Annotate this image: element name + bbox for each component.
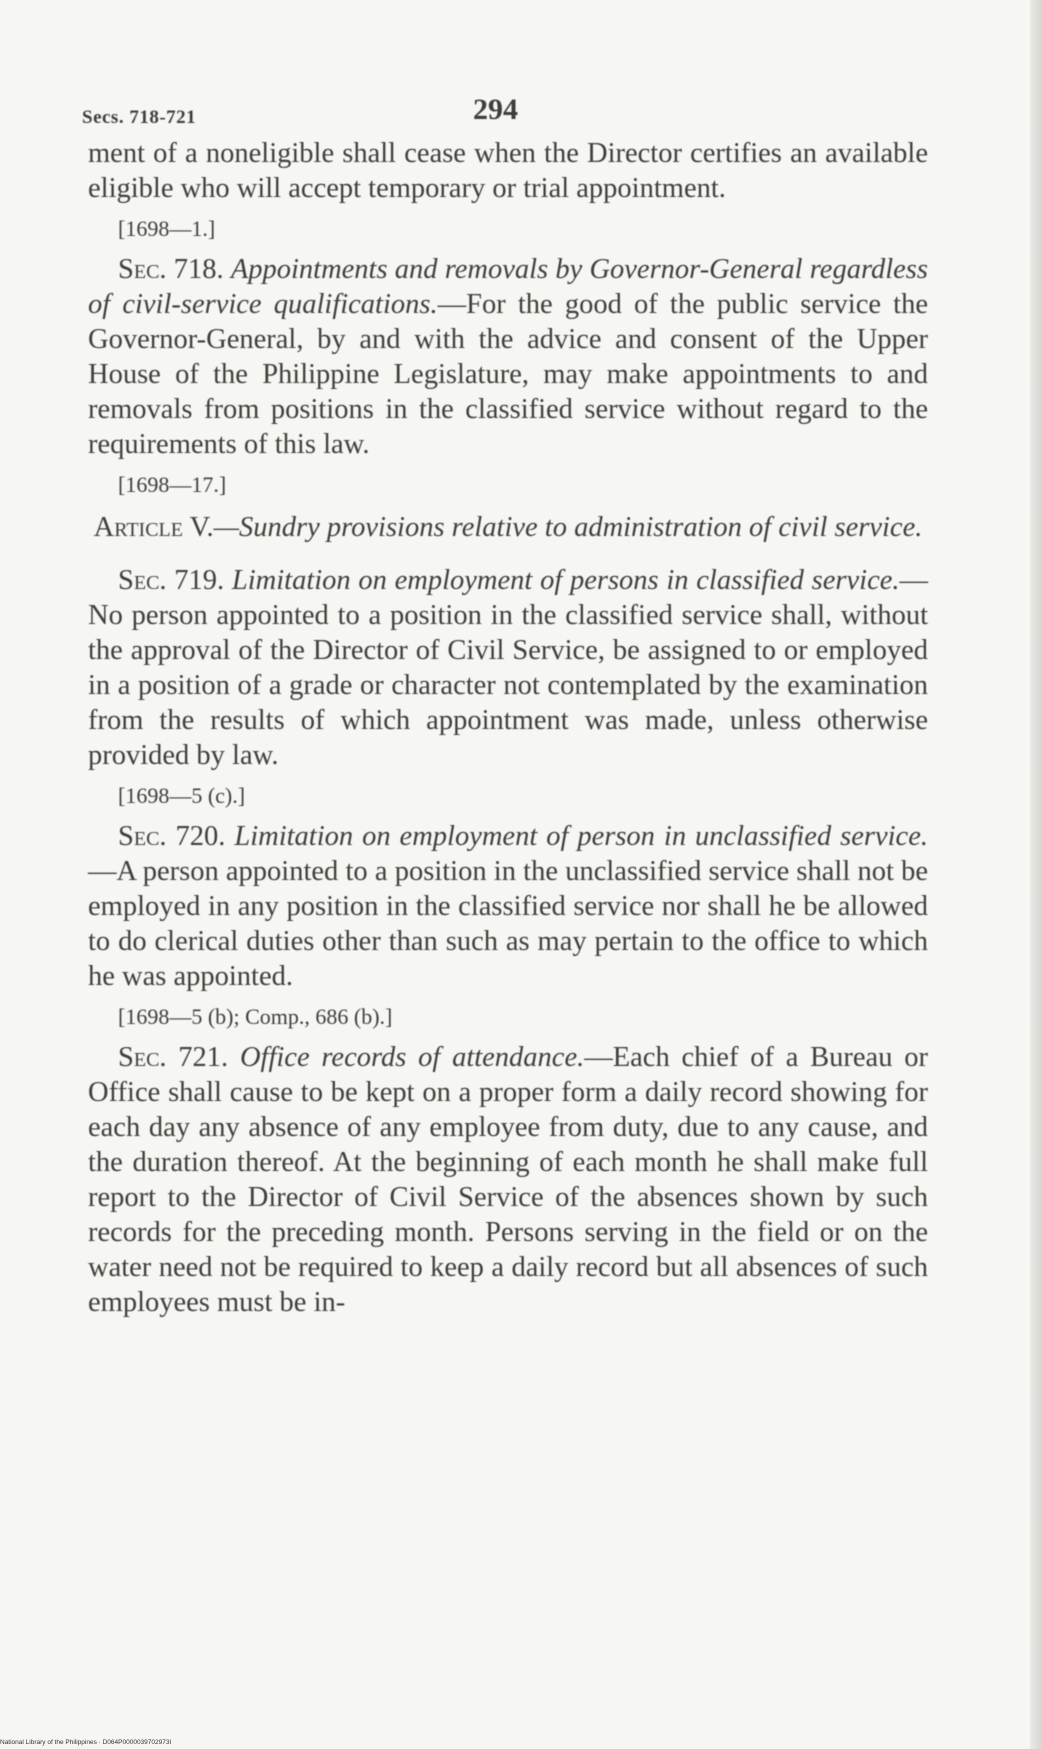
section-body: —A person appointed to a position in the unclassified service shall not be employed in any position in the classified service nor shall he be allowed to do clerical duties other than such as may pertain to the office to which he was appointed.	[88, 856, 928, 992]
citation: [1698—1.]	[118, 216, 216, 241]
article-title: —Sundry provisions relative to administration of civil service.	[213, 512, 923, 543]
scan-edge-shadow	[1030, 0, 1042, 1749]
continuation-paragraph: ment of a noneligible shall cease when the Director certifies an available eligible who will accept temporary or trial appointment.	[88, 138, 928, 204]
section-label: Sec. 720.	[118, 821, 226, 852]
section-720	[88, 819, 928, 994]
citation: [1698—5 (c).]	[118, 783, 246, 808]
section-label: Sec. 718.	[118, 254, 224, 285]
citation: [1698—17.]	[118, 472, 227, 497]
running-header	[82, 92, 928, 136]
citation: [1698—5 (b); Comp., 686 (b).]	[118, 1004, 393, 1029]
section-body: —Each chief of a Bureau or Office shall cause to be kept on a proper form a daily record showing for each day any absence of any employee from duty, due to any cause, and the duration thereof. At the beginning of each month he shall make full report to the Director of Civil Service of the absences shown by such records for the preceding month. Persons serving in the field or on the water need not be required to keep a daily record but all absences of such employees must be in-	[88, 1042, 928, 1318]
section-721	[88, 1040, 928, 1320]
article-label: Article V.	[93, 512, 214, 543]
section-title: Limitation on employment of person in unclassified service.	[234, 821, 928, 852]
section-title: Appointments and removals by Governor-General regardless of civil-service qualifications.	[88, 254, 928, 320]
section-719	[88, 563, 928, 773]
section-label: Sec. 721.	[118, 1042, 229, 1073]
article-heading	[88, 510, 928, 545]
section-range: Secs. 718-721	[82, 107, 197, 128]
section-body: —For the good of the public service the Governor-General, by and with the advice and consent of the Upper House of the Philippine Legislature, may make appointments to and removals from positions in the classified service without regard to the requirements of this law.	[88, 289, 928, 460]
section-title: Limitation on employment of persons in classified service.	[231, 565, 900, 596]
section-title: Office records of attendance.	[239, 1042, 585, 1073]
section-label: Sec. 719.	[118, 565, 225, 596]
page-number: 294	[473, 93, 518, 126]
scan-footer: National Library of the Philippines · D064P0000039702973I	[0, 1739, 172, 1746]
document-page	[82, 92, 928, 1320]
section-718	[88, 252, 928, 462]
section-body: —No person appointed to a position in the classified service shall, without the approval of the Director of Civil Service, be assigned to or employed in a position of a grade or character not contemplated by the examination from the results of which appointment was made, unless otherwise provided by law.	[88, 565, 928, 771]
